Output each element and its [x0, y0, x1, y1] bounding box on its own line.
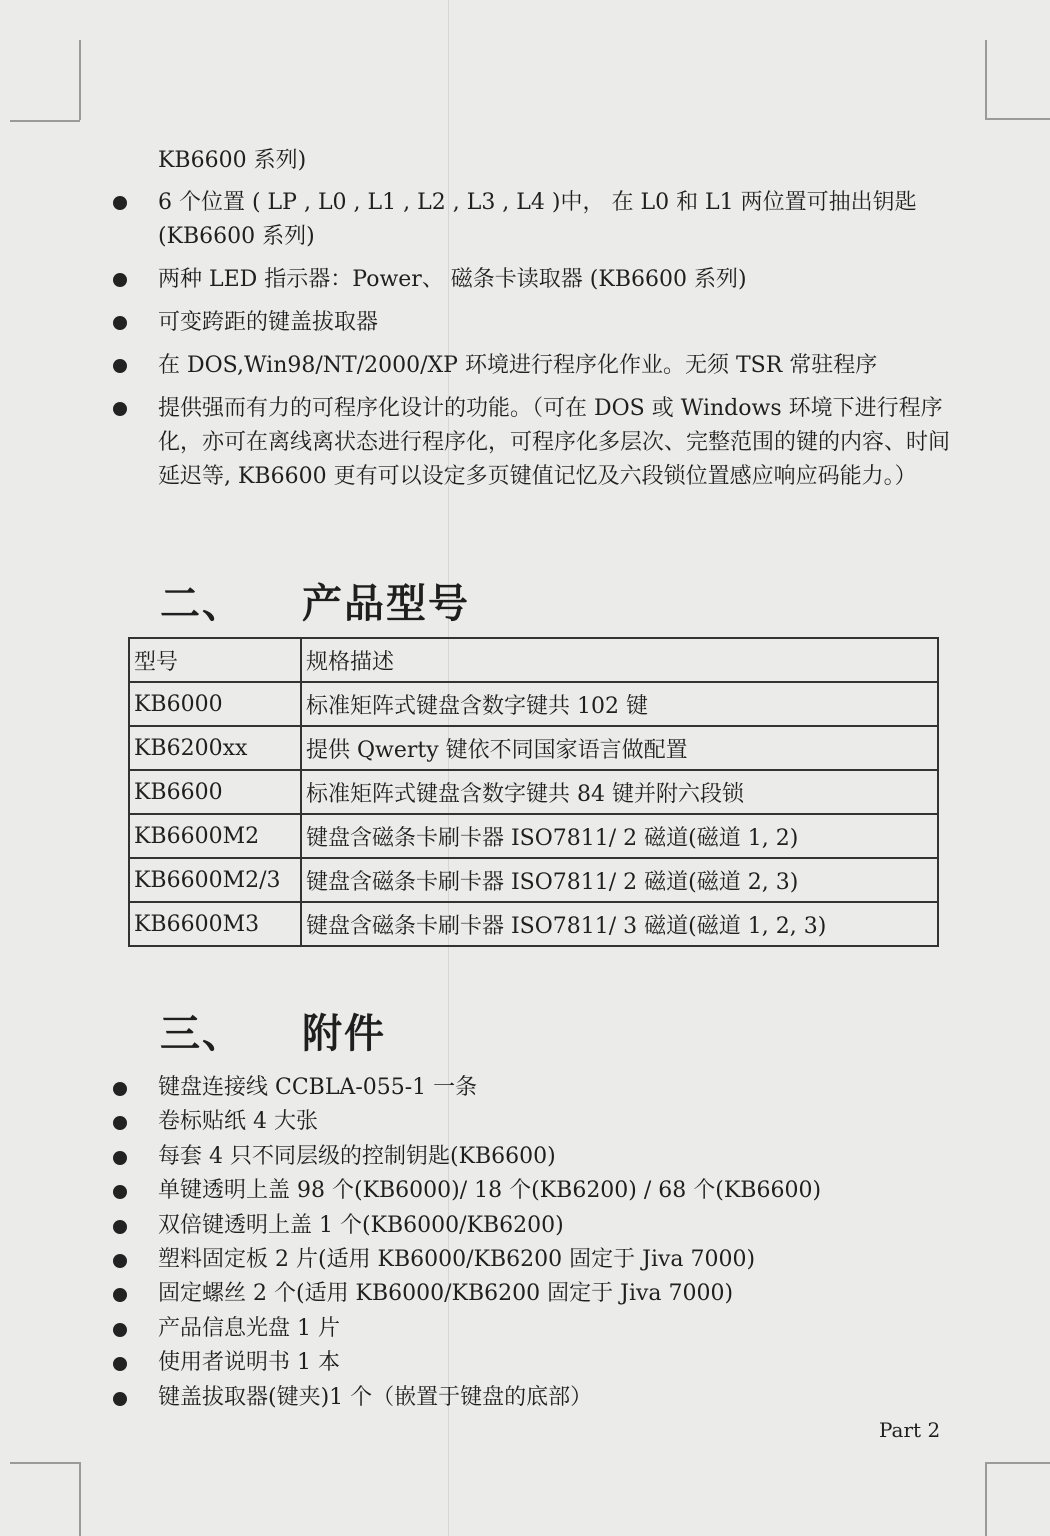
table-header-cell: 规格描述: [301, 638, 938, 682]
list-item: [0, 263, 958, 297]
continuation-text: KB6600 系列): [158, 148, 307, 173]
list-item: [0, 1243, 980, 1277]
list-item: [0, 1381, 980, 1415]
list-item: [0, 186, 958, 254]
crop-mark-top-left-v: [79, 40, 81, 120]
bullet-icon: [113, 359, 127, 373]
table-row: [129, 770, 938, 814]
bullet-icon: [113, 1392, 127, 1406]
list-item: [0, 1071, 980, 1105]
section-title: 产品型号: [302, 580, 470, 627]
table-row: [129, 682, 938, 726]
description-cell: 键盘含磁条卡刷卡器 ISO7811/ 2 磁道(磁道 1, 2): [301, 814, 938, 858]
bullet-icon: [113, 316, 127, 330]
crop-mark-top-left-h: [10, 120, 80, 122]
crop-mark-top-right-v: [985, 40, 987, 120]
bullet-icon: [113, 1185, 127, 1199]
crop-mark-bottom-left-h: [10, 1462, 80, 1464]
accessory-text: 键盖拔取器(键夹)1 个（嵌置于键盘的底部）: [158, 1384, 593, 1410]
crop-mark-bottom-right-v: [985, 1462, 987, 1536]
bullet-icon: [113, 273, 127, 287]
accessory-text: 塑料固定板 2 片(适用 KB6000/KB6200 固定于 Jiva 7000): [158, 1247, 756, 1273]
bullet-icon: [113, 1323, 127, 1337]
feature-text: 两种 LED 指示器：Power、 磁条卡读取器 (KB6600 系列): [158, 267, 747, 292]
crop-mark-bottom-right-h: [986, 1462, 1050, 1464]
model-cell: KB6600: [129, 770, 301, 814]
section-number: 二、: [160, 580, 244, 627]
description-cell: 标准矩阵式键盘含数字键共 84 键并附六段锁: [301, 770, 938, 814]
table-header-cell: 型号: [129, 638, 301, 682]
model-cell: KB6600M2: [129, 814, 301, 858]
accessory-text: 产品信息光盘 1 片: [158, 1315, 340, 1341]
feature-text: 可变跨距的键盖拔取器: [158, 310, 379, 335]
accessory-text: 固定螺丝 2 个(适用 KB6000/KB6200 固定于 Jiva 7000): [158, 1281, 734, 1307]
table-row: [129, 814, 938, 858]
feature-list: [0, 186, 980, 503]
model-cell: KB6600M2/3: [129, 858, 301, 902]
bullet-icon: [113, 1357, 127, 1371]
feature-text: 提供强而有力的可程序化设计的功能。（可在 DOS 或 Windows 环境下进行程序化，亦可在离线离状态进行程序化，可程序化多层次、完整范围的键的内容、时间延迟等, KB6600 更有可以设定多页键值记忆及六段锁位置感应响应码能力。）: [158, 396, 951, 489]
table-row: [129, 902, 938, 946]
list-item: [0, 349, 958, 383]
table-header-row: [129, 638, 938, 682]
list-item: [0, 392, 958, 494]
description-cell: 提供 Qwerty 键依不同国家语言做配置: [301, 726, 938, 770]
accessory-text: 使用者说明书 1 本: [158, 1350, 340, 1376]
accessory-list: [0, 1071, 980, 1415]
feature-text: 6 个位置 ( LP , L0 , L1 , L2 , L3 , L4 )中， 在 L0 和 L1 两位置可抽出钥匙(KB6600 系列): [158, 190, 917, 249]
table-row: [129, 726, 938, 770]
crop-mark-bottom-left-v: [79, 1462, 81, 1536]
accessory-text: 双倍键透明上盖 1 个(KB6000/KB6200): [158, 1212, 564, 1238]
bullet-icon: [113, 1254, 127, 1268]
list-item: [0, 1105, 980, 1139]
model-cell: KB6000: [129, 682, 301, 726]
accessory-text: 单键透明上盖 98 个(KB6000)/ 18 个(KB6200) / 68 个(KB6600): [158, 1178, 822, 1204]
page-footer: Part 2: [879, 1418, 941, 1442]
list-item: [0, 1174, 980, 1208]
feature-text: 在 DOS,Win98/NT/2000/XP 环境进行程序化作业。无须 TSR 常驻程序: [158, 353, 878, 378]
accessory-text: 卷标贴纸 4 大张: [158, 1109, 318, 1135]
list-item: [0, 306, 958, 340]
section-number: 三、: [160, 1010, 244, 1057]
description-cell: 键盘含磁条卡刷卡器 ISO7811/ 3 磁道(磁道 1, 2, 3): [301, 902, 938, 946]
model-table: [128, 637, 939, 947]
bullet-icon: [113, 196, 127, 210]
description-cell: 标准矩阵式键盘含数字键共 102 键: [301, 682, 938, 726]
accessory-text: 键盘连接线 CCBLA-055-1 一条: [158, 1075, 478, 1100]
accessory-text: 每套 4 只不同层级的控制钥匙(KB6600): [158, 1143, 556, 1169]
list-item: [0, 1277, 980, 1311]
section-title: 附件: [302, 1010, 386, 1057]
bullet-icon: [113, 1288, 127, 1302]
bullet-icon: [113, 1220, 127, 1234]
model-cell: KB6200xx: [129, 726, 301, 770]
table-row: [129, 858, 938, 902]
bullet-icon: [113, 1151, 127, 1165]
bullet-icon: [113, 402, 127, 416]
bullet-icon: [113, 1116, 127, 1130]
list-item: [0, 1312, 980, 1346]
list-item: [0, 1209, 980, 1243]
model-cell: KB6600M3: [129, 902, 301, 946]
bullet-icon: [113, 1082, 127, 1096]
list-item: [0, 1346, 980, 1380]
crop-mark-top-right-h: [986, 118, 1050, 120]
list-item: [0, 1140, 980, 1174]
description-cell: 键盘含磁条卡刷卡器 ISO7811/ 2 磁道(磁道 2, 3): [301, 858, 938, 902]
